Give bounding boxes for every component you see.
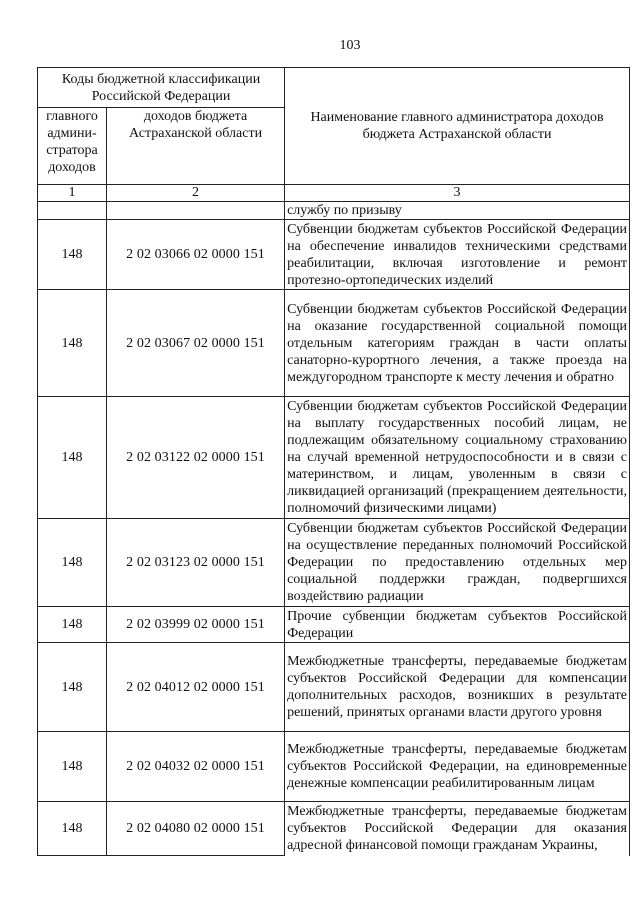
header-group-label: Коды бюджетной классификации Российской Федерации bbox=[38, 68, 285, 108]
table-row bbox=[38, 202, 630, 220]
table-row bbox=[38, 802, 630, 856]
income-name: Межбюджетные трансферты, передаваемые бюджетам субъектов Российской Федерации для компенсации дополнительных расходов, возникших в результате решений, принятых органами власти другого уровня bbox=[285, 643, 630, 732]
income-name: Межбюджетные трансферты, передаваемые бюджетам субъектов Российской Федерации для оказания адресной финансовой помощи гражданам Украины, bbox=[285, 802, 630, 856]
header-col2-label: доходов бюджета Астраханской области bbox=[106, 108, 284, 185]
income-code bbox=[106, 202, 284, 220]
table-row bbox=[38, 519, 630, 607]
income-code: 2 02 03123 02 0000 151 bbox=[106, 519, 284, 607]
admin-code: 148 bbox=[38, 220, 107, 290]
income-name: Субвенции бюджетам субъектов Российской Федерации на оказание государственной социальной помощи отдельным категориям граждан в части оплаты санаторно-курортного лечения, а также проезда на междугородном транспорте к месту лечения и обратно bbox=[285, 290, 630, 397]
table-row bbox=[38, 397, 630, 519]
income-code: 2 02 03122 02 0000 151 bbox=[106, 397, 284, 519]
income-code: 2 02 03066 02 0000 151 bbox=[106, 220, 284, 290]
income-code: 2 02 04012 02 0000 151 bbox=[106, 643, 284, 732]
admin-code: 148 bbox=[38, 290, 107, 397]
admin-code: 148 bbox=[38, 732, 107, 802]
table-row bbox=[38, 220, 630, 290]
admin-code: 148 bbox=[38, 802, 107, 856]
income-name: Межбюджетные трансферты, передаваемые бюджетам субъектов Российской Федерации, на единовременные денежные компенсации реабилитированным лицам bbox=[285, 732, 630, 802]
admin-code: 148 bbox=[38, 519, 107, 607]
income-code: 2 02 04080 02 0000 151 bbox=[106, 802, 284, 856]
admin-code: 148 bbox=[38, 643, 107, 732]
income-name: Субвенции бюджетам субъектов Российской Федерации на осуществление переданных полномочий Российской Федерации по предоставлению отдельных мер социальной поддержки граждан, подвергшихся воздействию радиации bbox=[285, 519, 630, 607]
header-col3-label: Наименование главного администратора доходов бюджета Астраханской области bbox=[285, 68, 630, 185]
income-name: Субвенции бюджетам субъектов Российской Федерации на выплату государственных пособий лицам, не подлежащим обязательному социальному страхованию на случай временной нетрудоспособности и в связи с материнством, и лицам, уволенным в связи с ликвидацией организаций (прекращением деятельности, полномочий физическими лицами) bbox=[285, 397, 630, 519]
column-number-1: 1 bbox=[38, 185, 107, 202]
income-name: службу по призыву bbox=[285, 202, 630, 220]
page-number: 103 bbox=[339, 38, 361, 53]
column-number-2: 2 bbox=[106, 185, 284, 202]
income-name: Субвенции бюджетам субъектов Российской Федерации на обеспечение инвалидов техническими средствами реабилитации, включая изготовление и ремонт протезно-ортопедических изделий bbox=[285, 220, 630, 290]
table-row bbox=[38, 643, 630, 732]
admin-code: 148 bbox=[38, 397, 107, 519]
income-code: 2 02 03999 02 0000 151 bbox=[106, 607, 284, 643]
admin-code bbox=[38, 202, 107, 220]
income-code: 2 02 03067 02 0000 151 bbox=[106, 290, 284, 397]
income-code: 2 02 04032 02 0000 151 bbox=[106, 732, 284, 802]
table-row bbox=[38, 732, 630, 802]
income-name: Прочие субвенции бюджетам субъектов Российской Федерации bbox=[285, 607, 630, 643]
header-col1-label: главного админи-стратора доходов bbox=[38, 108, 107, 185]
admin-code: 148 bbox=[38, 607, 107, 643]
column-number-3: 3 bbox=[285, 185, 630, 202]
table-row bbox=[38, 607, 630, 643]
budget-codes-table bbox=[37, 67, 630, 856]
table-row bbox=[38, 290, 630, 397]
